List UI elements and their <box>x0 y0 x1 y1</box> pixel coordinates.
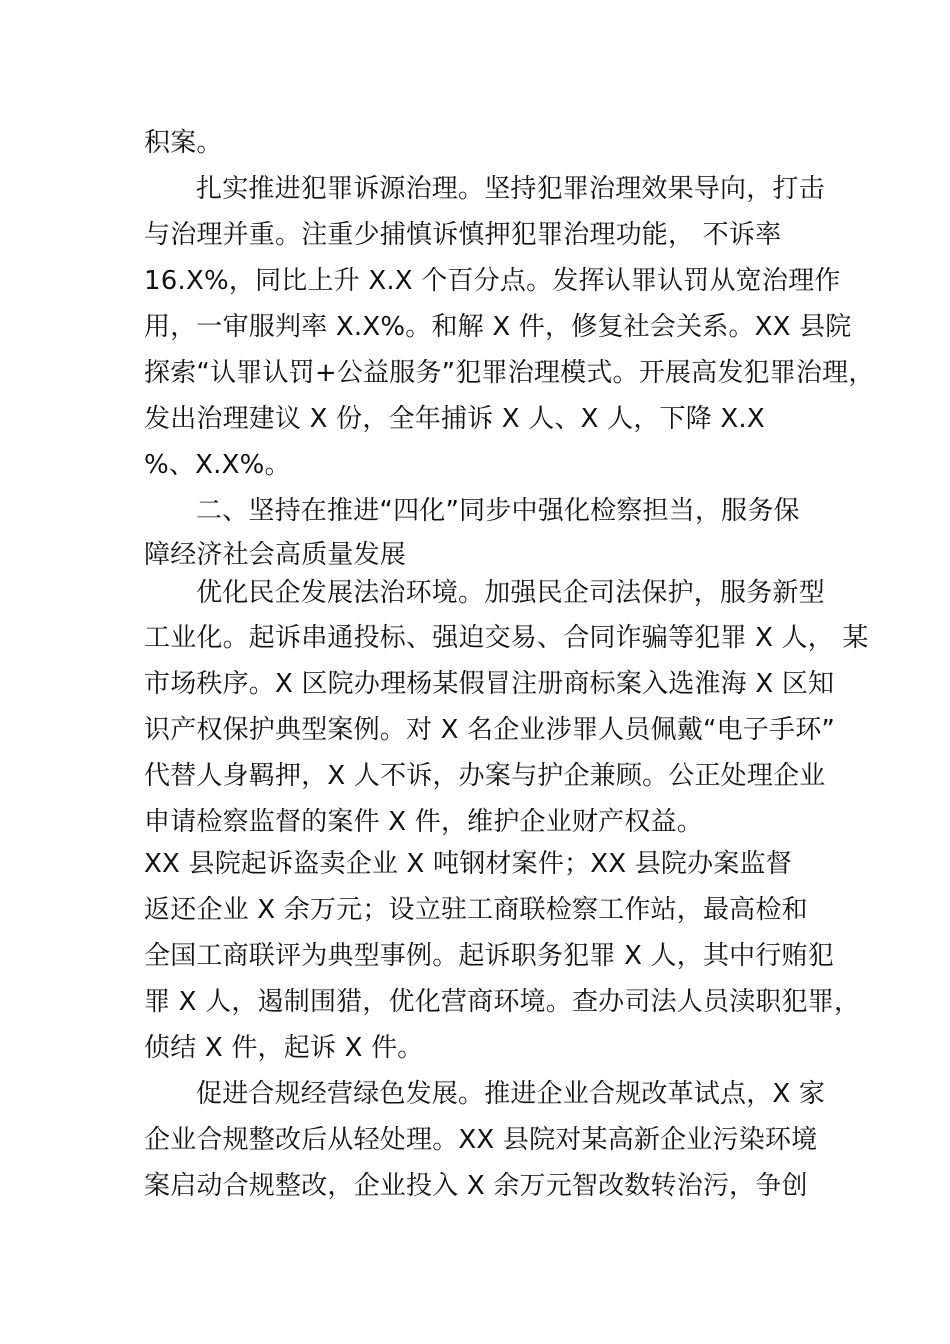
text-line: 案启动合规整改，企业投入 X 余万元智改数转治污，争创 <box>144 1171 808 1201</box>
text-line: %、X.X%。 <box>144 450 291 480</box>
text-line: 申请检察监督的案件 X 件，维护企业财产权益。 <box>144 807 703 837</box>
text-line: 工业化。起诉串通投标、强迫交易、合同诈骗等犯罪 X 人， 某 <box>144 623 869 653</box>
text-line: 16.X%，同比上升 X.X 个百分点。发挥认罪认罚从宽治理作 <box>144 266 841 296</box>
text-line: 用，一审服判率 X.X%。和解 X 件，修复社会关系。XX 县院 <box>144 312 852 342</box>
text-line: 全国工商联评为典型事例。起诉职务犯罪 X 人，其中行贿犯 <box>144 941 834 971</box>
text-line: 积案。 <box>144 128 223 158</box>
section-heading: 二、坚持在推进“四化”同步中强化检察担当，服务保 <box>196 496 800 526</box>
paragraph-private-enterprise: 优化民企发展法治环境。加强民企司法保护，服务新型 <box>196 578 825 608</box>
section-heading-continued: 障经济社会高质量发展 <box>144 540 407 570</box>
paragraph-compliance: 促进合规经营绿色发展。推进企业合规改革试点，X 家 <box>196 1079 826 1109</box>
text-line: 代替人身羁押，X 人不诉，办案与护企兼顾。公正处理企业 <box>144 761 826 791</box>
text-line: 与治理并重。注重少捕慎诉慎押犯罪治理功能， 不诉率 <box>144 220 782 250</box>
text-line: 侦结 X 件，起诉 X 件。 <box>144 1033 424 1063</box>
text-line: 市场秩序。X 区院办理杨某假冒注册商标案入选淮海 X 区知 <box>144 669 835 699</box>
text-line: 罪 X 人，遏制围猎，优化营商环境。查办司法人员渎职犯罪， <box>144 987 861 1017</box>
text-line: XX 县院起诉盗卖企业 X 吨钢材案件；XX 县院办案监督 <box>144 849 792 879</box>
text-line: 企业合规整改后从轻处理。XX 县院对某高新企业污染环境 <box>144 1125 818 1155</box>
text-line: 发出治理建议 X 份，全年捕诉 X 人、X 人，下降 X.X <box>144 404 765 434</box>
text-line: 返还企业 X 余万元；设立驻工商联检察工作站，最高检和 <box>144 895 808 925</box>
text-line: 识产权保护典型案例。对 X 名企业涉罪人员佩戴“电子手环” <box>144 715 836 745</box>
paragraph-crime-governance: 扎实推进犯罪诉源治理。坚持犯罪治理效果导向，打击 <box>196 174 825 204</box>
text-line: 探索“认罪认罚+公益服务”犯罪治理模式。开展高发犯罪治理， <box>144 358 875 388</box>
